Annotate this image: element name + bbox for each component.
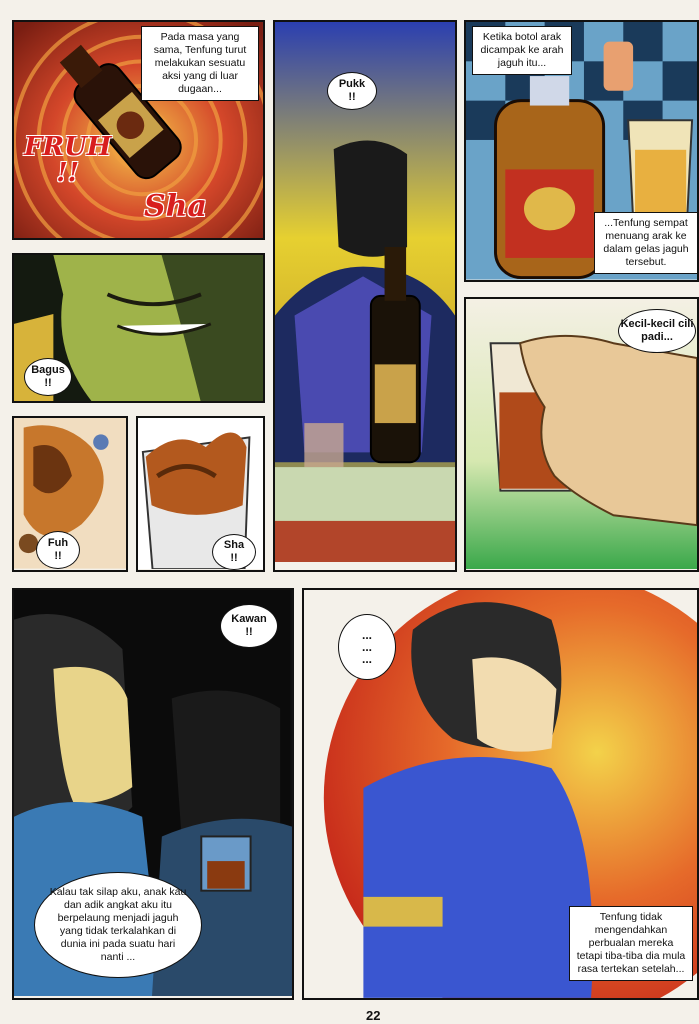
bubble-ellipsis: ... ... ... [338, 614, 396, 680]
caption-bottle-thrown: Ketika botol arak dicampak ke arah jaguh itu... [472, 26, 572, 75]
panel-two-men [12, 588, 294, 1000]
caption-pour-glass: ...Tenfung sempat menuang arak ke dalam gelas jaguh tersebut. [594, 212, 698, 274]
panel-smiling-face [12, 253, 265, 403]
panel-hand-glass [464, 297, 699, 572]
sfx-fruh: FRUH !! [24, 132, 112, 188]
bubble-sha: Sha !! [212, 534, 256, 570]
page-number: 22 [366, 1008, 381, 1023]
panel-bottle-spin [12, 20, 265, 240]
panel-pour-glass [136, 416, 265, 572]
bubble-kawan: Kawan !! [220, 604, 278, 648]
caption-tenfung-tertekan: Tenfung tidak mengendahkan perbualan mereka tetapi tiba-tiba dia mula rasa tertekan setelah... [569, 906, 693, 981]
caption-bottle-spin: Pada masa yang sama, Tenfung turut melakukan sesuatu aksi yang di luar dugaan... [141, 26, 259, 101]
panel-liquid-splash [12, 416, 128, 572]
bubble-kalau-tak-silap: Kalau tak silap aku, anak kau dan adik angkat aku itu berpelaung menjadi jaguh yang tidak terkalahkan di dunia ini pada suatu hari nanti ... [34, 872, 202, 978]
bubble-pukk: Pukk !! [327, 72, 377, 110]
panel-bottle-table [464, 20, 699, 282]
panel-tenfung-profile [302, 588, 699, 1000]
sfx-sha: Sha [144, 189, 207, 224]
bubble-fuh: Fuh !! [36, 531, 80, 569]
panel-man-with-bottle [273, 20, 457, 572]
bubble-kecil-kecil: Kecil-kecil cili padi... [618, 309, 696, 353]
bubble-bagus: Bagus !! [24, 358, 72, 396]
